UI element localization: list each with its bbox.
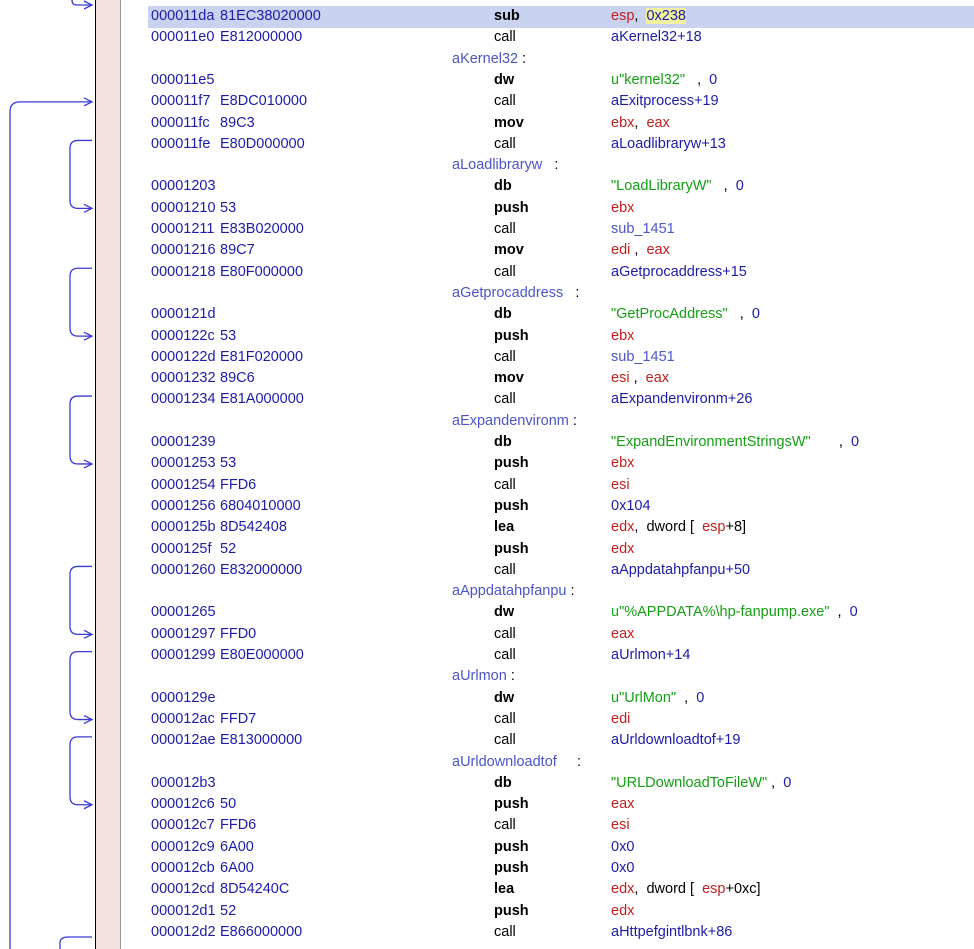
opcode-bytes: E81A000000 (220, 391, 304, 408)
instruction-line[interactable] (146, 624, 974, 645)
operands[interactable] (611, 432, 859, 453)
operand-token[interactable]: , (630, 242, 647, 259)
opcode-bytes: FFD7 (220, 710, 257, 727)
operand-token[interactable]: , (634, 114, 647, 131)
operand-token[interactable]: 0 (849, 604, 858, 621)
operands[interactable] (611, 113, 670, 134)
mnemonic: call (494, 923, 516, 940)
operands[interactable] (611, 240, 670, 261)
operands[interactable] (611, 539, 634, 560)
mnemonic: push (494, 860, 529, 876)
operand-token[interactable]: , (810, 434, 851, 450)
operands[interactable] (611, 304, 760, 325)
address[interactable]: 00001260 (151, 561, 216, 578)
address[interactable]: 00001256 (151, 497, 216, 514)
operand-token[interactable]: 0 (850, 434, 860, 450)
operands[interactable] (611, 496, 651, 517)
opcode-bytes: E83B020000 (220, 221, 304, 237)
operand-token[interactable]: sub_1451 (611, 348, 675, 365)
mnemonic: call (494, 561, 516, 578)
instruction-line[interactable] (146, 837, 974, 858)
mnemonic: mov (494, 114, 524, 131)
operands[interactable] (611, 645, 690, 666)
opcode-bytes: 53 (220, 327, 237, 344)
operand-token[interactable]: aGetprocaddress+15 (611, 263, 747, 280)
operand-token[interactable]: u"kernel32" (611, 71, 685, 88)
address[interactable]: 00001210 (151, 199, 216, 216)
operand-token[interactable]: esi (611, 476, 630, 493)
operand-token[interactable]: aUrldownloadtof+19 (611, 732, 741, 749)
operand-token[interactable]: , (727, 306, 752, 323)
operand-token[interactable]: 0 (783, 774, 792, 791)
label-name[interactable]: aKernel32 : (452, 50, 527, 67)
mnemonic: call (494, 391, 516, 408)
branch-arrows (0, 0, 146, 949)
address[interactable]: 000012ae (151, 732, 216, 749)
operands[interactable] (611, 347, 675, 368)
operand-token[interactable]: aUrlmon+14 (611, 647, 691, 663)
operands[interactable] (611, 176, 744, 197)
operand-token[interactable]: esi (611, 817, 630, 834)
opcode-bytes: E866000000 (220, 923, 303, 940)
mnemonic: call (494, 817, 516, 834)
instruction-line[interactable] (146, 304, 974, 325)
instruction-line[interactable] (146, 730, 974, 751)
label-name[interactable]: aLoadlibraryw : (452, 157, 559, 174)
mnemonic: dw (494, 604, 515, 621)
instruction-line[interactable] (146, 517, 974, 538)
instruction-line[interactable] (146, 901, 974, 922)
mnemonic: call (494, 710, 516, 727)
label-colon: : (542, 157, 559, 174)
operand-token[interactable]: "LoadLibraryW" (611, 178, 712, 195)
address[interactable]: 00001232 (151, 370, 216, 387)
label-colon: : (556, 753, 581, 770)
operand-token[interactable]: edi (611, 710, 631, 727)
label-line[interactable] (146, 666, 974, 687)
operand-token[interactable]: 0 (709, 71, 718, 88)
opcode-bytes: E832000000 (220, 561, 303, 578)
address[interactable]: 000012ac (151, 710, 215, 727)
address[interactable]: 0000125b (151, 519, 216, 536)
mnemonic: call (494, 263, 516, 280)
instruction-line[interactable] (146, 475, 974, 496)
mnemonic: push (494, 796, 529, 813)
address[interactable]: 0000125f (151, 540, 212, 557)
operands[interactable] (611, 837, 634, 858)
operands[interactable] (611, 70, 717, 91)
label-colon: : (518, 50, 527, 67)
operands[interactable] (611, 858, 634, 879)
instruction-line[interactable] (146, 922, 974, 943)
mnemonic: call (494, 348, 516, 365)
opcode-bytes: 8D54240C (220, 881, 290, 898)
mnemonic: db (494, 178, 512, 195)
instruction-line[interactable] (146, 262, 974, 283)
opcode-bytes: 89C3 (220, 114, 255, 131)
operand-token[interactable]: u"%APPDATA%\hp-fanpump.exe" (611, 604, 830, 621)
address[interactable]: 00001216 (151, 242, 216, 259)
operand-token[interactable]: eax (611, 625, 635, 642)
mnemonic: call (494, 647, 516, 663)
mnemonic: db (494, 306, 512, 323)
opcode-bytes: 6804010000 (220, 497, 301, 514)
address[interactable]: 000012cd (151, 881, 215, 898)
opcode-bytes: 6A00 (220, 860, 254, 876)
address[interactable]: 00001265 (151, 604, 216, 621)
operand-token[interactable]: edx (611, 881, 635, 898)
operands[interactable] (611, 326, 634, 347)
branch-arrow[interactable] (70, 396, 92, 464)
address[interactable]: 00001211 (151, 221, 215, 237)
opcode-bytes: 89C6 (220, 370, 255, 387)
operand-token[interactable]: esp (702, 519, 726, 536)
branch-arrow[interactable] (70, 268, 92, 336)
operand-token[interactable]: esp (611, 8, 635, 24)
address[interactable]: 000012c6 (151, 796, 215, 813)
operands[interactable] (611, 91, 719, 112)
operand-token[interactable]: "GetProcAddress" (611, 306, 728, 323)
operand-token[interactable]: esi (611, 370, 630, 387)
opcode-bytes: FFD6 (220, 476, 257, 493)
operands[interactable] (611, 624, 634, 645)
mnemonic: push (494, 540, 529, 557)
instruction-line[interactable] (146, 91, 974, 112)
operand-token[interactable]: edi (611, 242, 631, 259)
address[interactable]: 00001297 (151, 625, 216, 642)
instruction-line[interactable] (146, 773, 974, 794)
label-name[interactable]: aAppdatahpfanpu : (452, 583, 575, 600)
mnemonic: call (494, 135, 516, 152)
label-line[interactable] (146, 752, 974, 773)
instruction-line[interactable] (146, 688, 974, 709)
instruction-line[interactable] (146, 815, 974, 836)
opcode-bytes: 8D542408 (220, 519, 287, 536)
mnemonic: call (494, 29, 516, 46)
operand-token[interactable]: ebx (611, 114, 635, 131)
operand-token[interactable]: u"UrlMon" (611, 689, 677, 706)
mnemonic: dw (494, 689, 515, 706)
address[interactable]: 00001253 (151, 455, 216, 472)
operands[interactable] (611, 709, 630, 730)
instruction-line[interactable] (146, 602, 974, 623)
operands[interactable] (611, 602, 858, 623)
address[interactable]: 000011fc (151, 114, 210, 131)
address[interactable]: 00001254 (151, 476, 216, 493)
opcode-bytes: E8DC010000 (220, 93, 308, 110)
branch-arrow[interactable] (70, 566, 92, 634)
address[interactable]: 0000122c (151, 327, 215, 344)
operand-token[interactable]: "ExpandEnvironmentStringsW" (611, 434, 811, 450)
mnemonic: sub (494, 8, 520, 24)
operand-token[interactable]: esp (702, 881, 726, 898)
operands[interactable] (611, 368, 669, 389)
operand-token[interactable]: edx (611, 519, 635, 536)
mnemonic: lea (494, 881, 515, 898)
listing (146, 0, 974, 949)
instruction-line[interactable] (146, 879, 974, 900)
operand-token[interactable]: "URLDownloadToFileW" (611, 774, 768, 791)
instruction-line[interactable] (146, 794, 974, 815)
operand-token[interactable]: , (629, 370, 646, 387)
label-colon: : (563, 284, 580, 301)
label-name[interactable]: aGetprocaddress : (452, 284, 580, 301)
label-line[interactable] (146, 155, 974, 176)
instruction-line[interactable] (146, 176, 974, 197)
operand-token[interactable]: aLoadlibraryw+13 (611, 135, 726, 152)
operand-token[interactable]: , (711, 178, 736, 195)
operand-token[interactable]: ebx (611, 455, 635, 472)
label-colon: : (568, 412, 577, 429)
address[interactable]: 000012cb (151, 860, 215, 876)
instruction-line[interactable] (146, 198, 974, 219)
operands[interactable] (611, 262, 747, 283)
instruction-line[interactable] (146, 453, 974, 474)
label-colon: : (566, 583, 575, 600)
branch-arrow[interactable] (70, 652, 92, 720)
address[interactable]: 00001234 (151, 391, 216, 408)
address[interactable]: 00001299 (151, 647, 216, 663)
address[interactable]: 00001239 (151, 434, 216, 450)
mnemonic: push (494, 902, 529, 919)
instruction-line[interactable] (146, 432, 974, 453)
instruction-line[interactable] (146, 70, 974, 91)
operands[interactable] (611, 773, 791, 794)
instruction-line[interactable] (146, 27, 974, 48)
label-line[interactable] (146, 283, 974, 304)
instruction-line[interactable] (146, 389, 974, 410)
opcode-bytes: 53 (220, 455, 237, 472)
mnemonic: lea (494, 519, 515, 536)
mnemonic: push (494, 838, 529, 855)
opcode-bytes: 81EC38020000 (220, 8, 321, 24)
operand-token[interactable]: 0x0 (611, 860, 635, 876)
label-name[interactable]: aUrldownloadtof : (452, 753, 581, 770)
operand-token[interactable]: 0x0 (611, 838, 635, 855)
address[interactable]: 000012d1 (151, 902, 216, 919)
mnemonic: push (494, 455, 529, 472)
label-line[interactable] (146, 581, 974, 602)
operands[interactable] (611, 688, 704, 709)
operand-token[interactable]: +0xc] (725, 881, 761, 898)
instruction-line[interactable] (146, 858, 974, 879)
instruction-line[interactable] (146, 113, 974, 134)
label-line[interactable] (146, 411, 974, 432)
operands[interactable] (611, 815, 630, 836)
mnemonic: call (494, 221, 516, 237)
mnemonic: call (494, 625, 516, 642)
opcode-bytes: 52 (220, 902, 237, 919)
label-line[interactable] (146, 49, 974, 70)
operand-token[interactable]: 0 (735, 178, 744, 195)
opcode-bytes: E81F020000 (220, 348, 304, 365)
opcode-bytes: 6A00 (220, 838, 254, 855)
operands[interactable] (611, 901, 634, 922)
operand-token[interactable]: 0 (751, 306, 760, 323)
branch-arrow[interactable] (70, 737, 92, 805)
operands[interactable] (611, 794, 634, 815)
mnemonic: mov (494, 370, 524, 387)
mnemonic: push (494, 199, 529, 216)
operand-token[interactable]: sub_1451 (611, 221, 675, 237)
operands[interactable] (611, 730, 740, 751)
instruction-line[interactable] (146, 560, 974, 581)
search-highlight[interactable]: 0x238 (646, 8, 686, 24)
operand-token[interactable]: eax (645, 370, 670, 387)
operand-token[interactable]: aHttpefgintlbnk+86 (611, 923, 733, 940)
operand-token[interactable]: edx (611, 902, 635, 919)
address[interactable]: 000011e0 (151, 29, 215, 46)
operand-token[interactable]: , (634, 8, 647, 24)
branch-arrow[interactable] (10, 102, 92, 949)
address[interactable]: 00001218 (151, 263, 216, 280)
branch-arrow[interactable] (70, 140, 92, 208)
operand-token[interactable]: , (829, 604, 850, 621)
opcode-bytes: FFD0 (220, 625, 257, 642)
operand-token[interactable]: , (767, 774, 784, 791)
operands[interactable] (611, 389, 752, 410)
operand-token[interactable]: , (684, 71, 710, 88)
opcode-bytes: 53 (220, 199, 237, 216)
instruction-line[interactable] (146, 368, 974, 389)
mnemonic: call (494, 93, 516, 110)
operands[interactable] (611, 219, 675, 240)
operands[interactable] (611, 922, 732, 943)
operand-token[interactable]: 0x104 (611, 497, 651, 514)
address[interactable]: 000011da (151, 8, 215, 24)
operands[interactable] (611, 134, 726, 155)
operands[interactable] (611, 517, 746, 538)
operand-token[interactable]: edx (611, 540, 635, 557)
mnemonic: call (494, 732, 516, 749)
address[interactable]: 0000129e (151, 689, 216, 706)
opcode-bytes: E813000000 (220, 732, 303, 749)
opcode-bytes: E80E000000 (220, 647, 304, 663)
instruction-line[interactable] (146, 539, 974, 560)
address[interactable]: 000011e5 (151, 71, 215, 88)
opcode-bytes: E80F000000 (220, 263, 304, 280)
operand-token[interactable]: aAppdatahpfanpu+50 (611, 561, 751, 578)
operand-token[interactable]: ebx (611, 327, 635, 344)
instruction-line[interactable] (146, 6, 974, 27)
operands[interactable] (611, 198, 634, 219)
instruction-line[interactable] (146, 219, 974, 240)
address[interactable]: 000012c7 (151, 817, 215, 834)
address[interactable]: 000012b3 (151, 774, 216, 791)
mnemonic: db (494, 434, 512, 450)
operand-token[interactable]: eax (646, 242, 670, 259)
operands[interactable] (611, 560, 750, 581)
operand-token[interactable]: , dword [ (634, 881, 703, 898)
address[interactable]: 000011fe (151, 135, 211, 152)
operand-token[interactable]: , (676, 689, 697, 706)
operands[interactable] (611, 475, 630, 496)
operand-token[interactable]: eax (611, 796, 635, 813)
mnemonic: push (494, 327, 529, 344)
opcode-bytes: 50 (220, 796, 237, 813)
operand-token[interactable]: aKernel32+18 (611, 29, 702, 46)
operand-token[interactable]: , dword [ (634, 519, 703, 536)
opcode-bytes: 52 (220, 540, 237, 557)
address[interactable]: 000012c9 (151, 838, 215, 855)
instruction-line[interactable] (146, 709, 974, 730)
branch-arrow[interactable] (60, 937, 92, 949)
mnemonic: dw (494, 71, 515, 88)
instruction-line[interactable] (146, 240, 974, 261)
operands[interactable] (611, 453, 634, 474)
instruction-line[interactable] (146, 326, 974, 347)
operands[interactable] (611, 879, 761, 900)
address[interactable]: 000011f7 (151, 93, 211, 110)
address[interactable]: 0000122d (151, 348, 216, 365)
instruction-line[interactable] (146, 645, 974, 666)
opcode-bytes: E812000000 (220, 29, 303, 46)
operand-token[interactable]: ebx (611, 199, 635, 216)
instruction-line[interactable] (146, 347, 974, 368)
opcode-bytes: FFD6 (220, 817, 257, 834)
operand-token[interactable]: +8] (725, 519, 747, 536)
instruction-line[interactable] (146, 496, 974, 517)
branch-arrow[interactable] (72, 0, 92, 5)
mnemonic: call (494, 476, 516, 493)
operand-token[interactable]: 0 (696, 689, 705, 706)
mnemonic: db (494, 774, 512, 791)
label-name[interactable]: aUrlmon : (452, 668, 515, 685)
operand-token[interactable]: aExitprocess+19 (611, 93, 719, 110)
address[interactable]: 000012d2 (151, 923, 216, 940)
operands[interactable] (611, 27, 702, 48)
opcode-bytes: E80D000000 (220, 135, 305, 152)
label-colon: : (506, 668, 515, 685)
opcode-bytes: 89C7 (220, 242, 255, 259)
operand-token[interactable]: eax (646, 114, 670, 131)
address[interactable]: 0000121d (151, 306, 216, 323)
instruction-line[interactable] (146, 134, 974, 155)
operand-token[interactable]: aExpandenvironm+26 (611, 391, 753, 408)
mnemonic: mov (494, 242, 524, 259)
mnemonic: push (494, 497, 529, 514)
address[interactable]: 00001203 (151, 178, 216, 195)
label-name[interactable]: aExpandenvironm : (452, 412, 577, 429)
operands[interactable] (611, 6, 686, 27)
